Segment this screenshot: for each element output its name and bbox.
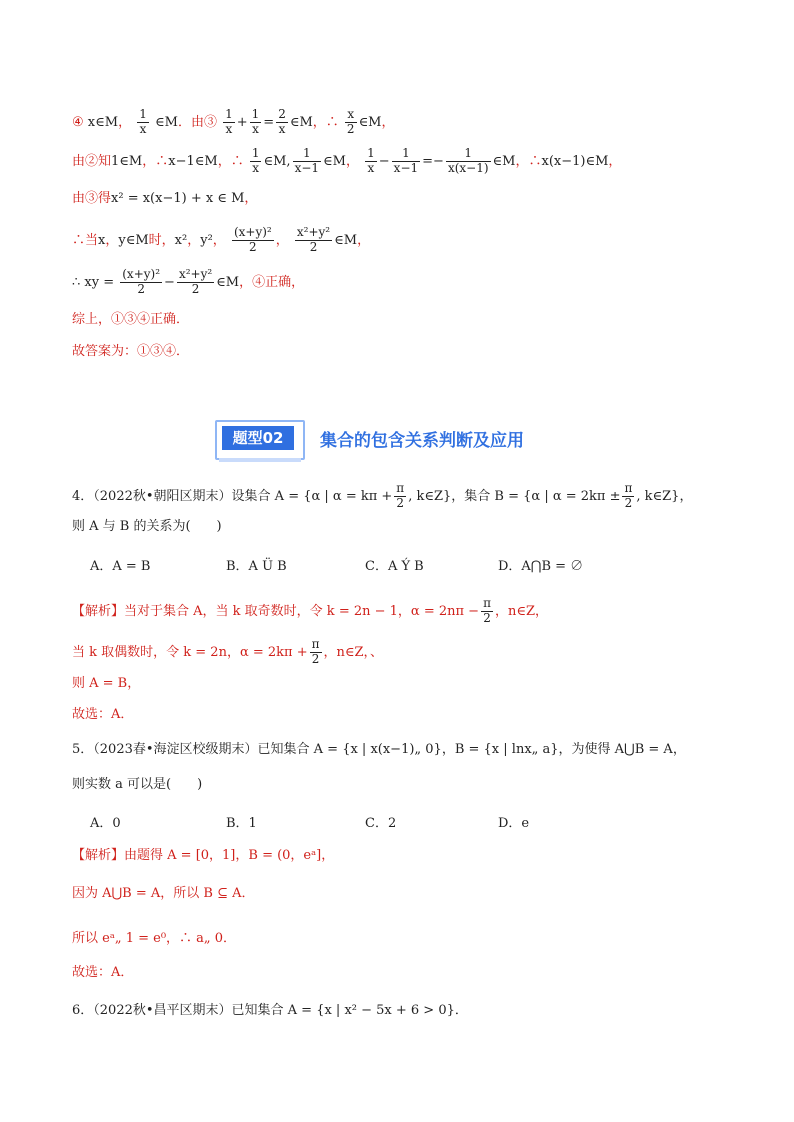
text: ④ (72, 114, 84, 130)
q5-stem: 5．（2023春•海淀区校级期末）已知集合 A = {x | x(x−1)„ 0}，B = {x | lnx„ a}，为使得 A⋃B = A， (72, 742, 686, 757)
q5-solution-2: 因为 A⋃B = A，所以 B ⊆ A． (72, 886, 255, 901)
q4-option-a: A．A = B (90, 559, 151, 574)
q4-solution-4: 故选：A． (72, 707, 134, 722)
q4-option-c: C．A Ý B (365, 559, 424, 574)
fraction: $\frac{\pi}{2}$ (396, 481, 405, 510)
fraction: $\frac{\pi}{2}$ (311, 637, 320, 666)
fraction: $\frac{1}{x-1}$ (294, 146, 320, 175)
q5-solution-1: 【解析】由题得 A = [0，1]，B = (0，eᵃ]， (72, 848, 335, 863)
solution-line-2: 由②知1∈M，∴x−1∈M，∴ $\frac{1}{x}$ ∈M, $\frac{1}{x-1}$ ∈M， $\frac{1}{x}$ − $\frac{1}{x-1}$ =− $\frac{1}{x(x-1)}$ ∈M，∴x(x−1)∈M， (72, 146, 622, 175)
q5-solution-4: 故选：A． (72, 965, 134, 980)
fraction: $\frac{2}{x}$ (278, 107, 286, 136)
section-header (215, 420, 615, 464)
math: x∈M (87, 114, 119, 130)
fraction: $\frac{\text{(x+y)²}}{2}$ (122, 267, 161, 296)
solution-summary: 综上，①③④正确． (72, 312, 190, 327)
q5-stem-2: 则实数 a 可以是( ) (72, 777, 203, 792)
q5-option-a: A．0 (90, 816, 121, 831)
fraction: $\frac{1}{x}$ (225, 107, 233, 136)
fraction: $\frac{1}{x}$ (251, 107, 260, 136)
q4-solution-2: 当 k 取偶数时，令 k = 2n，α = 2kπ + $\frac{\pi}{2}$ ，n∈Z，、 (72, 637, 384, 666)
fraction: $\frac{x}{2}$ (346, 107, 355, 136)
badge-underline (219, 458, 301, 462)
q4-option-b: B．A Ü B (226, 559, 287, 574)
fraction: $\frac{1}{x}$ (251, 146, 260, 175)
math: ∈M (155, 114, 178, 130)
q6-stem: 6．（2022秋•昌平区期末）已知集合 A = {x | x² − 5x + 6 > 0}． (72, 1003, 468, 1018)
q5-option-c: C．2 (365, 816, 397, 831)
q4-stem: 4．（2022秋•朝阳区期末）设集合 A = {α | α = kπ + $\frac{\pi}{2}$ , k∈Z}，集合 B = {α | α = 2kπ ± $\frac{\pi}{2}$ , k∈Z}， (72, 481, 693, 510)
solution-line-5: ∴ xy = $\frac{\text{(x+y)²}}{2}$ − $\frac{\text{x²+y²}}{2}$ ∈M，④正确， (72, 267, 305, 296)
section-badge-label: 题型02 (222, 426, 294, 450)
text: ， (118, 114, 132, 130)
solution-line-3: 由③得x² = x(x−1) + x ∈ M， (72, 191, 258, 206)
q4-option-d: D．A⋂B = ∅ (498, 559, 584, 574)
solution-line-1: ④ x∈M， $\frac{1}{x}$ ∈M．由③ $\frac{1}{x}$ + $\frac{1}{x}$ = $\frac{2}{x}$ ∈M，∴ $\frac{x}{2}$ ∈M， (72, 107, 395, 136)
section-badge (215, 420, 305, 460)
fraction: $\frac{1}{x-1}$ (393, 146, 419, 175)
fraction: $\frac{\text{x²+y²}}{2}$ (296, 225, 331, 254)
q4-stem-2: 则 A 与 B 的关系为( ) (72, 519, 222, 534)
q5-option-b: B．1 (226, 816, 257, 831)
q4-solution-3: 则 A = B， (72, 676, 141, 691)
fraction: $\frac{\pi}{2}$ (624, 481, 633, 510)
section-title: 集合的包含关系判断及应用 (320, 431, 524, 451)
fraction: $\frac{1}{x}$ (367, 146, 375, 175)
solution-answer: 故答案为：①③④． (72, 344, 190, 359)
fraction: $\frac{\text{x²+y²}}{2}$ (178, 267, 213, 296)
solution-line-4: ∴当x，y∈M时，x²，y²， $\frac{\text{(x+y)²}}{2}$ ， $\frac{\text{x²+y²}}{2}$ ∈M， (72, 225, 371, 254)
fraction: $\frac{1}{x}$ (139, 107, 147, 136)
fraction: $\frac{1}{x(x-1)}$ (447, 146, 489, 175)
text: ．由③ (177, 114, 217, 130)
q5-solution-3: 所以 eᵃ„ 1 = e⁰，∴ a„ 0． (72, 931, 237, 946)
q4-solution-1: 【解析】当对于集合 A，当 k 取奇数时，令 k = 2n − 1，α = 2nπ − $\frac{\pi}{2}$ ，n∈Z， (72, 596, 548, 625)
q5-option-d: D．e (498, 816, 530, 831)
fraction: $\frac{\text{(x+y)²}}{2}$ (233, 225, 272, 254)
fraction: $\frac{\pi}{2}$ (483, 596, 491, 625)
